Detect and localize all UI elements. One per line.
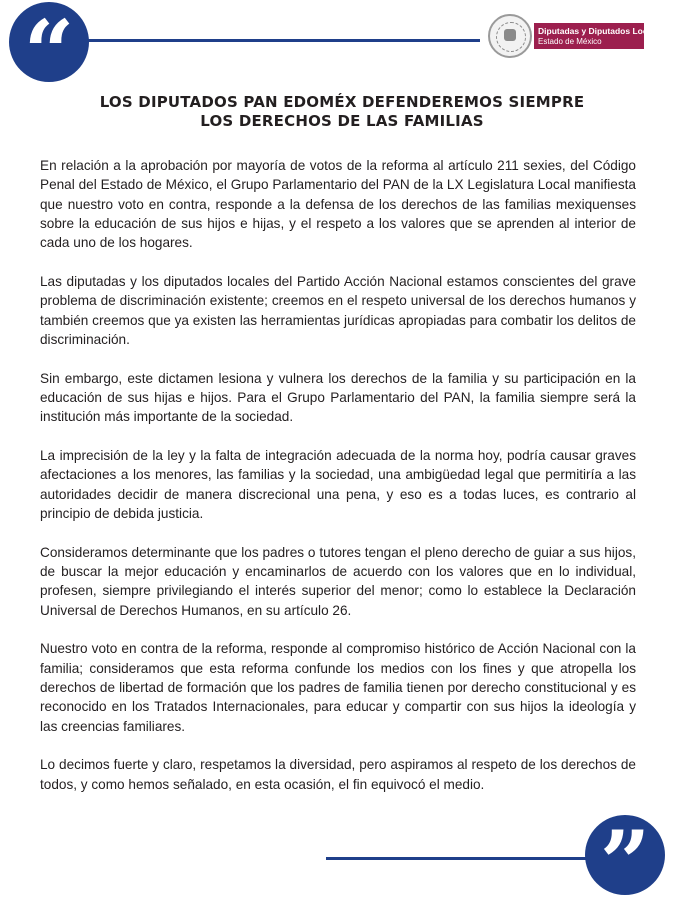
logo-subtitle: Estado de México (538, 37, 602, 46)
open-quote-glyph: “ (23, 0, 75, 104)
paragraph: La imprecisión de la ley y la falta de integración adecuada de la norma hoy, podría causar graves afectaciones a los menores, las familias y la sociedad, una ambigüedad legal que permitiría a las autoridades decidir de manera discrecional una pena, y eso es a todas luces, es contrario al principio de debida justicia. (40, 448, 636, 521)
logo-band (534, 23, 665, 49)
paragraph: En relación a la aprobación por mayoría de votos de la reforma al artículo 211 sexies, del Código Penal del Estado de México, el Grupo Parlamentario del PAN de la LX Legislatura Local manifiesta que nuestro voto en contra, responde a la defensa de los derechos de las familias mexiquenses sobre la educación de sus hijos e hijas, y el respeto a los valores que se aprenden al interior de cada uno de los hogares. (40, 158, 636, 251)
title-line-1: LOS DIPUTADOS PAN EDOMÉX DEFENDEREMOS SIEMPRE (99, 93, 585, 111)
seal-icon (488, 14, 532, 58)
paragraph: Consideramos determinante que los padres o tutores tengan el pleno derecho de guiar a sus hijos, de buscar la mejor educación y encaminarlos de acuerdo con los valores que en lo individual, profesen, siempre privilegiando el interés superior del menor; como lo establece la Declaración Universal de Derechos Humanos, en su artículo 26. (40, 544, 636, 618)
close-quote-icon (585, 811, 665, 915)
top-divider (86, 39, 480, 42)
open-quote-icon (9, 0, 89, 104)
title-line-2: LOS DERECHOS DE LAS FAMILIAS (200, 112, 484, 130)
paragraph: Sin embargo, este dictamen lesiona y vulnera los derechos de la familia y su participación en la educación de sus hijas e hijos. Para el Grupo Parlamentario del PAN, la familia siempre será la institución más importante de la sociedad. (40, 370, 636, 425)
paragraph: Las diputadas y los diputados locales del Partido Acción Nacional estamos conscientes del grave problema de discriminación existente; creemos en el respeto universal de los derechos humanos y también creemos que ya existen las herramientas jurídicas apropiadas para combatir los delitos de discriminación. (40, 273, 636, 347)
bottom-divider (326, 857, 588, 860)
legislature-logo (486, 14, 665, 60)
paragraph: Nuestro voto en contra de la reforma, responde al compromiso histórico de Acción Nacional con la familia; consideramos que esta reforma confunde los medios con los fines y que atropella los derechos de libertad de formación que los padres de familia tienen por derecho constitucional y es reconocido en los Tratados Internacionales, para educar y compartir con sus hijos la ideología y las creencias familiares. (40, 641, 636, 734)
document-title (40, 93, 644, 131)
statement-body (40, 156, 636, 814)
paragraph: Lo decimos fuerte y claro, respetamos la diversidad, pero aspiramos al respeto de los derechos de todos, y como hemos señalado, en esta ocasión, el fin equivocó el medio. (40, 757, 636, 792)
close-quote-glyph: ” (599, 811, 651, 915)
logo-title: Diputadas y Diputados Locales (538, 26, 665, 36)
